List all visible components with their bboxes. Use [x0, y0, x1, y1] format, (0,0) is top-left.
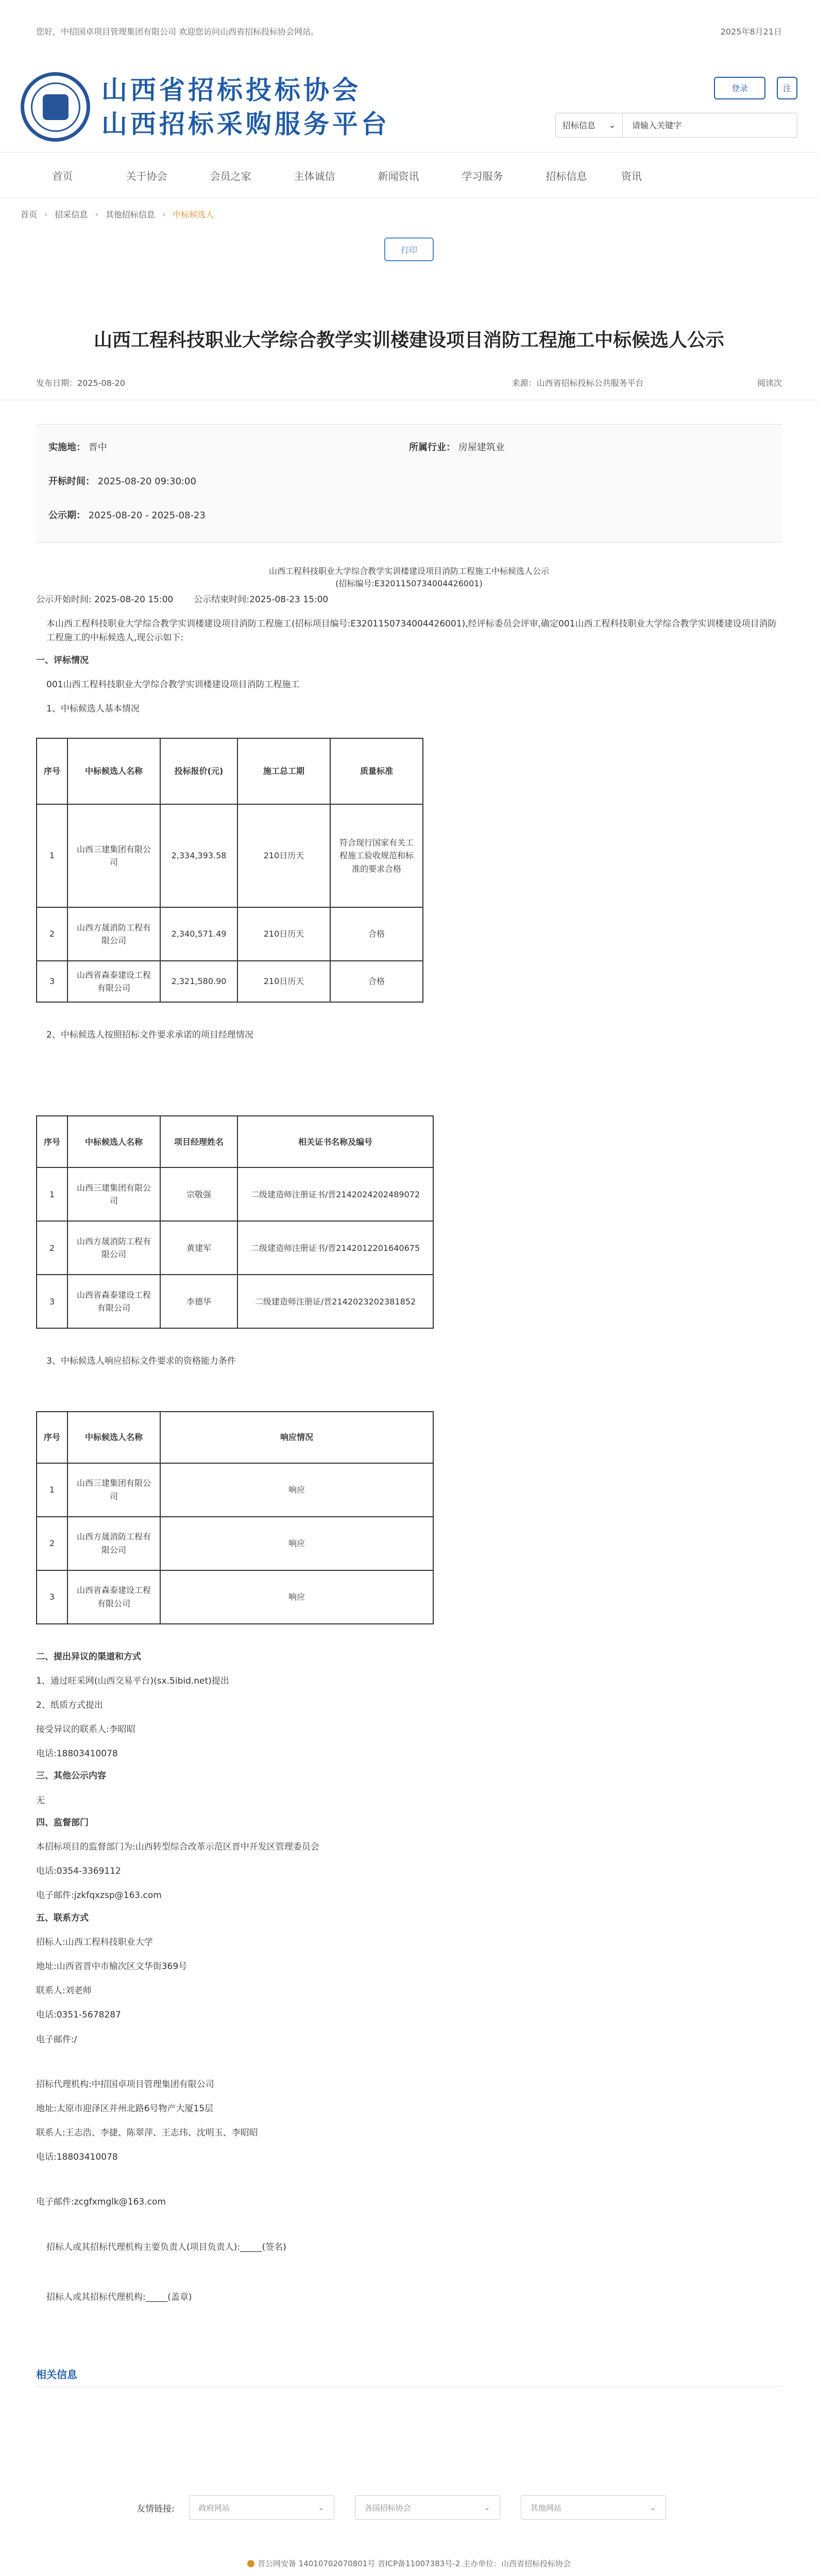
table-cell: 210日历天	[237, 907, 330, 961]
pub-start-time: 公示开始时间: 2025-08-20 15:00	[36, 595, 174, 605]
main-nav	[0, 152, 818, 198]
table-header: 中标候选人名称	[67, 1116, 160, 1167]
table-cell: 210日历天	[237, 961, 330, 1002]
site-header	[0, 62, 818, 152]
related-info-heading: 相关信息	[36, 2366, 782, 2387]
section-1-subtitle: 001山西工程科技职业大学综合教学实训楼建设项目消防工程施工	[46, 679, 300, 690]
industry-label: 所属行业：	[409, 442, 455, 453]
table-row	[37, 1517, 433, 1570]
nav-tender-info[interactable]: 招标信息	[546, 170, 587, 182]
table-cell: 1	[37, 1167, 67, 1221]
table-cell: 山西省森泰建设工程有限公司	[67, 1275, 160, 1328]
objection-channel-1: 1、通过旺采网(山西交易平台)(sx.5ibid.net)提出	[36, 1675, 229, 1686]
open-time-value: 2025-08-20 09:30:00	[97, 476, 196, 487]
table-header: 质量标准	[330, 738, 423, 804]
breadcrumb-home[interactable]: 首页	[21, 209, 38, 219]
links-select-other-label: 其他网站	[530, 2503, 561, 2513]
table-cell: 李德华	[160, 1275, 237, 1328]
table-cell: 山西三建集团有限公司	[67, 804, 160, 907]
table-header: 序号	[37, 738, 67, 804]
section-1-1: 1、中标候选人基本情况	[46, 703, 140, 714]
table-header: 项目经理姓名	[160, 1116, 237, 1167]
table-cell: 2,334,393.58	[160, 804, 237, 907]
period-label: 公示期：	[48, 510, 86, 521]
nav-about[interactable]: 关于协会	[126, 170, 167, 182]
table-cell: 二级建造师注册证书/晋2142024202489072	[237, 1167, 433, 1221]
agent-name: 招标代理机构:中招国卓项目管理集团有限公司	[36, 2079, 214, 2090]
objection-channel-2: 2、纸质方式提出	[36, 1700, 103, 1710]
table-cell: 响应	[160, 1570, 433, 1624]
table-cell: 2,340,571.49	[160, 907, 237, 961]
table-row	[37, 1570, 433, 1624]
tenderer-address: 地址:山西省晋中市榆次区文华街369号	[36, 1961, 188, 1972]
table-row	[37, 907, 423, 961]
nav-home[interactable]: 首页	[52, 170, 73, 182]
tenderer-contact: 联系人:刘老师	[36, 1986, 92, 1996]
table-cell: 3	[37, 961, 67, 1002]
nav-news[interactable]: 新闻资讯	[378, 170, 419, 182]
section-3-value: 无	[36, 1795, 45, 1806]
breadcrumb	[0, 198, 818, 229]
section-3-heading: 三、其他公示内容	[36, 1771, 106, 1782]
police-badge-icon	[247, 2560, 254, 2567]
table-cell: 山西三建集团有限公司	[67, 1167, 160, 1221]
table-header: 投标报价(元)	[160, 738, 237, 804]
links-select-gov-label: 政府网站	[198, 2503, 230, 2513]
tenderer-name: 招标人:山西工程科技职业大学	[36, 1937, 153, 1947]
table-cell: 响应	[160, 1517, 433, 1570]
association-seal-icon	[21, 72, 90, 142]
search-input[interactable]: 请输入关键字	[632, 121, 682, 130]
table-row	[37, 1463, 433, 1517]
supervisor-phone: 电话:0354-3369112	[36, 1866, 121, 1877]
links-select-associations[interactable]	[355, 2495, 500, 2520]
table-header-row	[37, 1412, 433, 1463]
search-category-label: 招标信息	[562, 121, 595, 130]
table-header-row	[37, 738, 423, 804]
section-4-heading: 四、监督部门	[36, 1817, 89, 1828]
impl-value: 晋中	[88, 442, 107, 453]
table-cell: 山西省森泰建设工程有限公司	[67, 961, 160, 1002]
table-cell: 符合现行国家有关工程施工验收规范和标准的要求合格	[330, 804, 423, 907]
table-header: 响应情况	[160, 1412, 433, 1463]
table-cell: 二级建造师注册证书/晋2142012201640675	[237, 1221, 433, 1275]
agent-email: 电子邮件:zcgfxmglk@163.com	[36, 2197, 166, 2208]
pub-end-time: 公示结束时间:2025-08-23 15:00	[194, 595, 329, 605]
breadcrumb-other[interactable]: 其他招标信息	[105, 209, 155, 219]
supervisor-dept: 本招标项目的监督部门为:山西转型综合改革示范区晋中开发区管理委员会	[36, 1842, 319, 1852]
table-cell: 210日历天	[237, 804, 330, 907]
section-1-2: 2、中标候选人按照招标文件要求承诺的项目经理情况	[46, 1030, 253, 1041]
table-cell: 二级建造师注册证/晋2142023202381852	[237, 1275, 433, 1328]
site-footer	[0, 2558, 818, 2576]
project-info-panel	[36, 424, 782, 543]
chevron-down-icon: ⌄	[484, 2503, 490, 2512]
friendly-links	[137, 2495, 818, 2520]
objection-phone: 电话:18803410078	[36, 1749, 118, 1759]
intro-paragraph: 本山西工程科技职业大学综合教学实训楼建设项目消防工程施工(招标项目编号:E3201150734004426001),经评标委员会评审,确定001山西工程科技职业大学综合教学实训楼建设项目消防工程施工的中标候选人,现公示如下:	[46, 619, 777, 643]
project-manager-table	[36, 1115, 434, 1329]
links-select-associations-label: 各国招标协会	[364, 2503, 411, 2513]
table-cell: 1	[37, 804, 67, 907]
table-cell: 响应	[160, 1463, 433, 1517]
table-row	[37, 804, 423, 907]
table-cell: 山西方晟消防工程有限公司	[67, 907, 160, 961]
top-bar	[0, 0, 818, 62]
tenderer-phone: 电话:0351-5678287	[36, 2010, 121, 2021]
table-cell: 1	[37, 1463, 67, 1517]
links-select-gov[interactable]	[189, 2495, 334, 2520]
nav-learning[interactable]: 学习服务	[462, 170, 503, 182]
table-cell: 2	[37, 1221, 67, 1275]
table-cell: 山西省森泰建设工程有限公司	[67, 1570, 160, 1624]
current-date: 2025年8月21日	[720, 26, 782, 37]
table-header: 序号	[37, 1116, 67, 1167]
table-header: 中标候选人名称	[67, 738, 160, 804]
nav-members[interactable]: 会员之家	[210, 170, 251, 182]
section-2-heading: 二、提出异议的渠道和方式	[36, 1651, 141, 1662]
supervisor-email: 电子邮件:jzkfqxzsp@163.com	[36, 1890, 162, 1901]
agent-phone: 电话:18803410078	[36, 2152, 118, 2163]
site-logo[interactable]	[21, 72, 390, 142]
page-title: 山西工程科技职业大学综合教学实训楼建设项目消防工程施工中标候选人公示	[93, 330, 724, 351]
section-5-heading: 五、联系方式	[36, 1912, 89, 1923]
login-button[interactable]: 登录	[714, 77, 765, 99]
table-cell: 合格	[330, 907, 423, 961]
tenderer-email: 电子邮件:/	[36, 2034, 77, 2045]
table-header: 序号	[37, 1412, 67, 1463]
footer-registration: 晋公网安备 14010702070801号 晋ICP备11007383号-2 主办单位：山西省招标投标协会	[257, 2559, 571, 2568]
article-body	[0, 565, 818, 2304]
table-cell: 2	[37, 907, 67, 961]
register-button[interactable]: 注	[777, 77, 797, 99]
table-cell: 黄建军	[160, 1221, 237, 1275]
section-1-heading: 一、评标情况	[36, 655, 89, 666]
table-cell: 山西方晟消防工程有限公司	[67, 1517, 160, 1570]
table-row	[37, 1167, 433, 1221]
open-time-label: 开标时间：	[48, 476, 95, 487]
body-center-title: 山西工程科技职业大学综合教学实训楼建设项目消防工程施工中标候选人公示	[268, 566, 549, 576]
search-box	[555, 113, 797, 138]
friendly-links-label: 友情链接:	[137, 2503, 175, 2514]
chevron-right-icon: ›	[44, 209, 48, 219]
chevron-down-icon: ⌄	[650, 2503, 656, 2512]
table-cell: 合格	[330, 961, 423, 1002]
table-cell: 2	[37, 1517, 67, 1570]
nav-credit[interactable]: 主体诚信	[294, 170, 335, 182]
seal-line: 招标人或其招标代理机构:_____(盖章)	[46, 2292, 192, 2302]
article-meta	[0, 377, 818, 400]
qualification-table	[36, 1411, 434, 1624]
project-code: (招标编号:E3201150734004426001)	[335, 579, 483, 588]
industry-value: 房屋建筑业	[458, 442, 505, 453]
chevron-right-icon: ›	[162, 209, 166, 219]
table-cell: 3	[37, 1275, 67, 1328]
table-cell: 2,321,580.90	[160, 961, 237, 1002]
objection-contact: 接受异议的联系人:李昭昭	[36, 1724, 135, 1735]
links-select-other[interactable]	[521, 2495, 666, 2520]
table-cell: 山西三建集团有限公司	[67, 1463, 160, 1517]
period-value: 2025-08-20 - 2025-08-23	[88, 510, 206, 521]
impl-label: 实施地：	[48, 442, 86, 453]
candidate-basic-table	[36, 738, 423, 1003]
table-header: 施工总工期	[237, 738, 330, 804]
read-count: 阅读次	[757, 378, 782, 388]
table-header-row	[37, 1116, 433, 1167]
table-header: 相关证书名称及编号	[237, 1116, 433, 1167]
table-cell: 3	[37, 1570, 67, 1624]
table-cell: 宗敬强	[160, 1167, 237, 1221]
breadcrumb-current: 中标候选人	[173, 209, 214, 219]
chevron-down-icon: ⌄	[318, 2503, 325, 2512]
table-row	[37, 1275, 433, 1328]
welcome-text: 您好，中招国卓项目管理集团有限公司 欢迎您访问山西省招标投标协会网站。	[36, 26, 319, 37]
search-category-select[interactable]	[556, 113, 623, 137]
agent-address: 地址:太原市迎泽区并州北路6号物产大厦15层	[36, 2103, 214, 2114]
logo-title-2: 山西招标采购服务平台	[101, 109, 390, 139]
nav-info[interactable]: 资讯	[621, 170, 642, 182]
logo-title-1: 山西省招标投标协会	[101, 75, 361, 105]
publish-date: 发布日期：2025-08-20	[36, 378, 125, 388]
article-source: 来源：山西省招标投标公共服务平台	[512, 378, 644, 388]
agent-contact: 联系人:王志浩、李捷、陈翠萍、王志玮、沈明玉、李昭昭	[36, 2128, 258, 2139]
table-header: 中标候选人名称	[67, 1412, 160, 1463]
table-row	[37, 1221, 433, 1275]
table-row	[37, 961, 423, 1002]
chevron-down-icon: ⌄	[608, 120, 616, 130]
signature-line: 招标人或其招标代理机构主要负责人(项目负责人):_____(签名)	[46, 2242, 286, 2252]
section-1-3: 3、中标候选人响应招标文件要求的资格能力条件	[46, 1356, 236, 1367]
chevron-right-icon: ›	[95, 209, 98, 219]
breadcrumb-procurement[interactable]: 招采信息	[55, 209, 88, 219]
print-button[interactable]: 打印	[384, 238, 434, 261]
table-cell: 山西方晟消防工程有限公司	[67, 1221, 160, 1275]
